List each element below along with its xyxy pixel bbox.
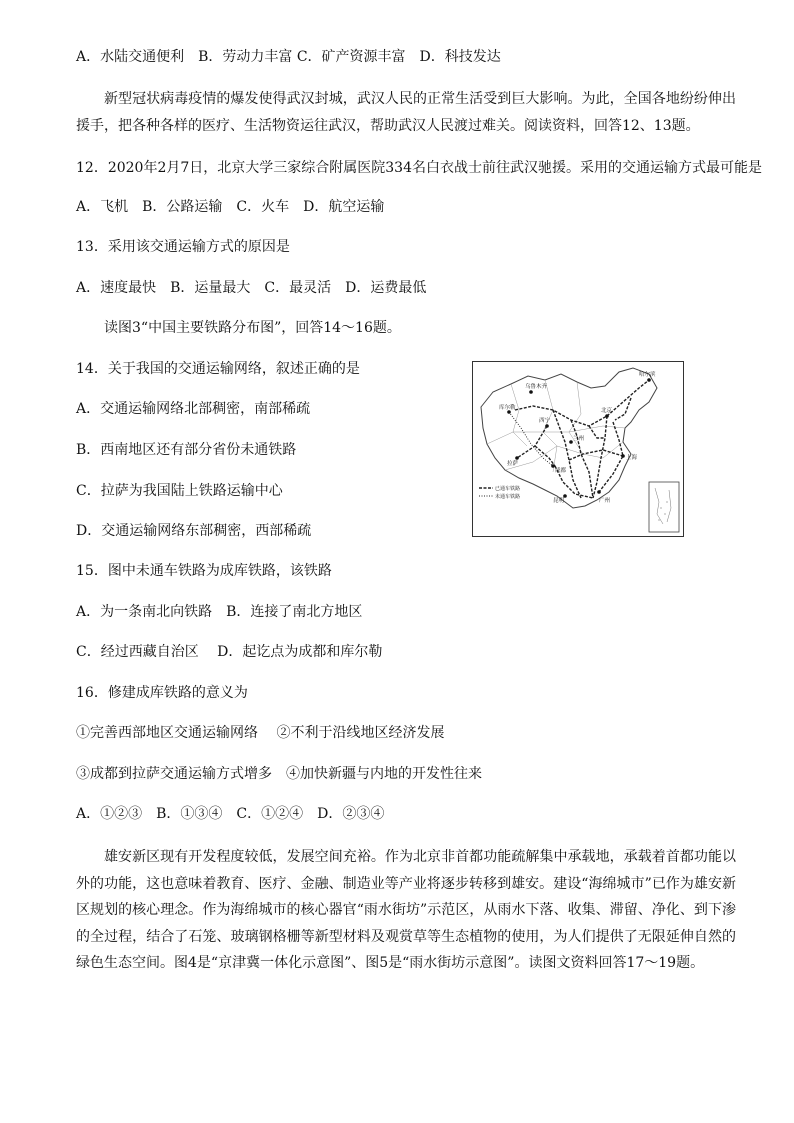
q13-options: A．速度最快 B．运量最大 C．最灵活 D．运费最低: [76, 280, 427, 296]
q16-stem: 16．修建成库铁路的意义为: [76, 685, 248, 701]
label-shanghai: 上海: [626, 455, 638, 461]
q16-options: A．①②③ B．①③④ C．①②④ D．②③④: [76, 806, 385, 822]
legend-unbuilt: 未通车铁路: [495, 494, 521, 500]
q15-stem: 15．图中未通车铁路为成库铁路，该铁路: [76, 563, 332, 579]
q14-stem: 14．关于我国的交通运输网络，叙述正确的是: [76, 361, 360, 377]
label-guangzhou: 广州: [599, 498, 611, 504]
map-legend: [479, 485, 520, 500]
q11-options: A．水陆交通便利 B．劳动力丰富 C．矿产资源丰富 D．科技发达: [76, 49, 501, 65]
q14-option-c: C．拉萨为我国陆上铁路运输中心: [76, 483, 283, 499]
passage-covid: 新型冠状病毒疫情的爆发使得武汉封城，武汉人民的正常生活受到巨大影响。为此，全国各地纷纷伸出援手，把各种各样的医疗、生活物资运往武汉，帮助武汉人民渡过难关。阅读资料，回答12、13题。: [76, 91, 736, 134]
q16-items-2: ③成都到拉萨交通运输方式增多 ④加快新疆与内地的开发性往来: [76, 766, 482, 782]
china-railway-map: [472, 361, 684, 537]
q14-option-b: B．西南地区还有部分省份未通铁路: [76, 442, 297, 458]
label-harbin: 哈尔滨: [639, 372, 656, 378]
q12-options: A．飞机 B．公路运输 C．火车 D．航空运输: [76, 199, 385, 215]
passage-xiongan: 雄安新区现有开发程度较低，发展空间充裕。作为北京非首都功能疏解集中承载地，承载着首都功能以外的功能，这也意味着教育、医疗、金融、制造业等产业将逐步转移到雄安。建设“海绵城市”已作为雄安新区规划的核心理念。作为海绵城市的核心器官“雨水街坊”示范区，从雨水下落、收集、滞留、净化、到下渗的全过程，结合了石笼、玻璃钢格栅等新型材料及观赏草等生态植物的使用，为人们提供了无限延伸自然的绿色生态空间。图4是“京津冀一体化示意图”、图5是“雨水街坊示意图”。读图文资料回答17～19题。: [76, 849, 736, 971]
q13-stem: 13．采用该交通运输方式的原因是: [76, 239, 290, 255]
label-urumqi: 乌鲁木齐: [525, 384, 548, 390]
q12-stem: 12．2020年2月7日，北京大学三家综合附属医院334名白衣战士前往武汉驰援。采用的交通运输方式最可能是: [76, 160, 762, 176]
q14-option-a: A．交通运输网络北部稠密，南部稀疏: [76, 401, 311, 417]
q14-option-d: D．交通运输网络东部稠密，西部稀疏: [76, 523, 312, 539]
label-chengdu: 成都: [555, 468, 567, 474]
read-map-instruction: 读图3“中国主要铁路分布图”，回答14～16题。: [104, 320, 401, 336]
label-lanzhou: 兰州: [573, 436, 585, 442]
map-figure: [473, 362, 683, 536]
south-sea-inset: [649, 482, 679, 532]
label-korla: 库尔勒: [499, 405, 516, 411]
label-kunming: 昆明: [553, 498, 565, 504]
q15-options-cd: C．经过西藏自治区 D．起讫点为成都和库尔勒: [76, 644, 383, 660]
q15-options-ab: A．为一条南北向铁路 B．连接了南北方地区: [76, 604, 363, 620]
q16-items-1: ①完善西部地区交通运输网络 ②不利于沿线地区经济发展: [76, 725, 445, 741]
label-xining: 西宁: [539, 418, 551, 424]
legend-built: 已通车铁路: [495, 486, 521, 492]
label-beijing: 北京: [601, 408, 613, 414]
label-lhasa: 拉萨: [507, 461, 519, 467]
